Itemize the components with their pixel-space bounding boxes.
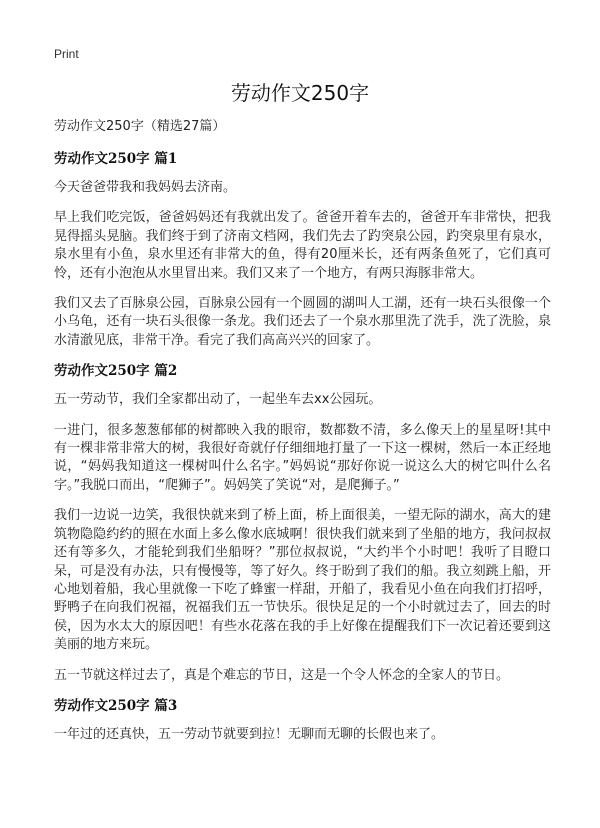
section-heading: 劳动作文250字 篇1 bbox=[54, 151, 178, 167]
paragraph: 早上我们吃完饭，爸爸妈妈还有我就出发了。爸爸开着车去的，爸爸开车非常快，把我晃得摇头晃脑。我们终于到了济南文档网，我们先去了趵突泉公园，趵突泉里有泉水，泉水里有小鱼，泉水里还有非常大的鱼，得有20厘米长，还有两条鱼死了，它们真可怜，还有小泡泡从水里冒出来。我们又来了一个地方，有两只海豚非常大。 bbox=[54, 210, 551, 281]
paragraph: 我们一边说一边笑，我很快就来到了桥上面，桥上面很美，一望无际的湖水，高大的建筑物隐隐约约的照在水面上多么像水底城啊！很快我们就来到了坐船的地方，我问叔叔还有等多久，才能轮到我们坐船呀？”那位叔叔说，“大约半个小时吧！我听了目瞪口呆，可是没有办法，只有慢慢等，等了好久。终于盼到了我们的船。我立刻跳上船，开心地划着船，我心里就像一下吃了蜂蜜一样甜，开船了，我看见小鱼在向我们打招呼，野鸭子在向我们祝福，祝福我们五一节快乐。很快足足的一个小时就过去了，回去的时侯，因为水太大的原因吧！有些水花落在我的手上好像在提醒我们下一次记着还要到这美丽的地方来玩。 bbox=[54, 508, 551, 653]
section-heading: 劳动作文250字 篇3 bbox=[54, 697, 178, 714]
section-heading: 劳动作文250字 篇2 bbox=[54, 363, 178, 380]
paragraph: 今天爸爸带我和我妈妈去济南。 bbox=[54, 180, 237, 195]
paragraph: 五一节就这样过去了，真是个难忘的节日，这是一个令人怀念的全家人的节日。 bbox=[54, 667, 510, 683]
page-title: 劳动作文250字 bbox=[230, 81, 370, 105]
document-body bbox=[54, 118, 551, 756]
document-subtitle: 劳动作文250字（精选27篇） bbox=[54, 119, 226, 134]
paragraph: 五一劳动节，我们全家都出动了，一起坐车去xx公园玩。 bbox=[54, 392, 382, 408]
paragraph: 一年过的还真快，五一劳动节就要到拉！无聊而无聊的长假也来了。 bbox=[54, 726, 445, 742]
print-label: Print bbox=[54, 47, 79, 61]
paragraph: 一进门，很多葱葱郁郁的树都映入我的眼帘，数都数不清，多么像天上的星星呀!其中有一棵非常非常大的树，我很好奇就仔仔细细地打量了一下这一棵树，然后一本正经地说，“妈妈我知道这一棵树叫什么名字。”妈妈说“那好你说一说这么大的树它叫什么名字。”我脱口而出，“爬狮子”。妈妈笑了笑说“对，是爬狮子。” bbox=[54, 422, 551, 493]
paragraph: 我们又去了百脉泉公园，百脉泉公园有一个圆圆的湖叫人工湖，还有一块石头很像一个小乌龟，还有一块石头很像一条龙。我们还去了一个泉水那里洗了洗手，洗了洗脸，泉水清澈见底，非常干净。看完了我们高高兴兴的回家了。 bbox=[54, 296, 551, 348]
